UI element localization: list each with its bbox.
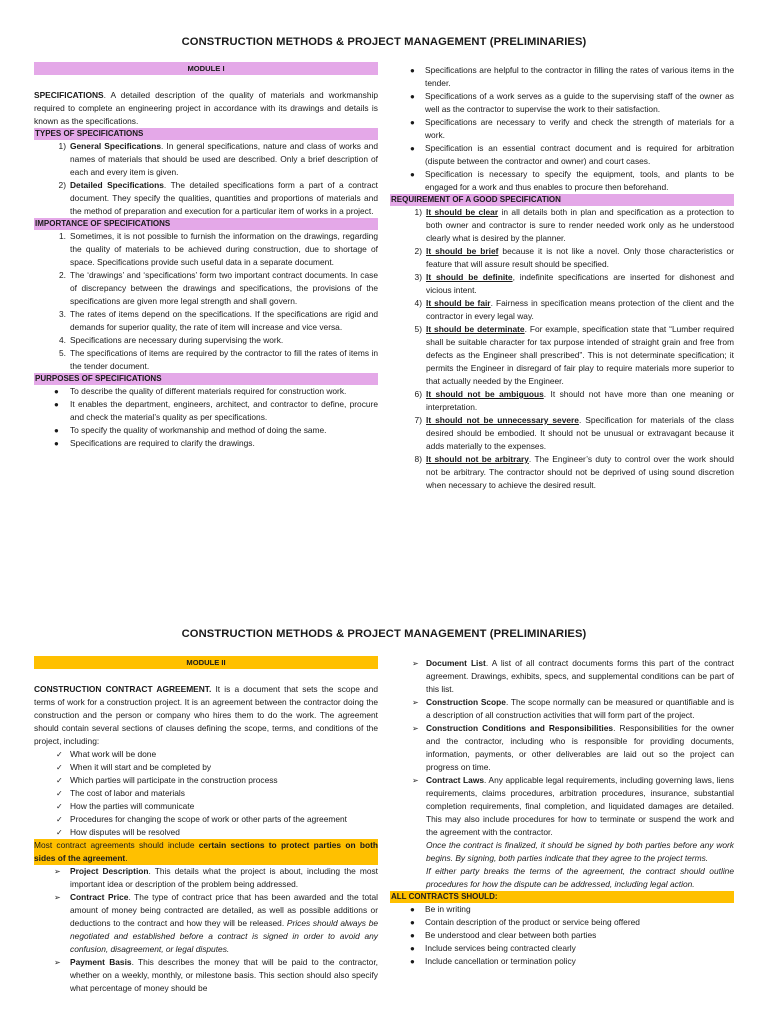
bullet-icon: ● <box>410 92 415 101</box>
right-column <box>390 657 734 968</box>
arrow-bullet-icon: ➢ <box>54 893 61 902</box>
bullet-icon: ● <box>54 426 59 435</box>
list-item: ✓ What work will be done <box>56 749 157 759</box>
bullet-icon: ● <box>410 918 415 927</box>
list-item: 8) It should not be arbitrary. The Engineer’s duty to control over the work should not be arbitrary. The contractor should not be deprived of using sound discretion when necessary to achieve the desired result. <box>414 454 734 490</box>
contract-agreement-definition: CONSTRUCTION CONTRACT AGREEMENT. It is a document that sets the scope and terms of work for a construction project. It is an agreement between the contractor doing the construction and the person or company who hires them to do the work. The agreement should contain several sections of clauses defining the scope, terms, and conditions of the project, including: <box>34 684 379 746</box>
page-title: CONSTRUCTION METHODS & PROJECT MANAGEMENT (PRELIMINARIES) <box>181 36 587 48</box>
list-item: 7) It should not be unnecessary severe. Specification for materials of the class desired should be embodied. It should not be unusual or extravagant because it adds materially to the expenses. <box>414 415 734 451</box>
list-item: ● Include cancellation or termination policy <box>410 956 576 966</box>
checkmark-icon: ✓ <box>56 828 63 837</box>
list-item: ● Specification is necessary to specify the equipment, tools, and plants to be engaged for a work and thus enables to procure then beforehand. <box>410 169 734 192</box>
list-item: 4. Specifications are necessary during supervising the work. <box>59 335 284 345</box>
list-item: ● Be understood and clear between both parties <box>410 930 597 940</box>
importance-heading: IMPORTANCE OF SPECIFICATIONS <box>34 218 378 230</box>
italic-note: Once the contract is finalized, it should be signed by both parties before any work begins. By signing, both parties indicate that they agree to the project terms. <box>426 840 734 863</box>
list-item: 6) It should not be ambiguous. It should not have more than one meaning or interpretation. <box>414 389 734 412</box>
bullet-icon: ● <box>410 144 415 153</box>
list-item: ● Specifications are required to clarify the drawings. <box>54 438 255 448</box>
list-item: ● Be in writing <box>410 904 471 914</box>
list-item: ➢ Document List. A list of all contract documents forms this part of the contract agreement. Drawings, exhibits, specs, and supplemental conditions can be part of this list. <box>412 658 734 694</box>
list-item: 3. The rates of items depend on the specifications. If the specifications are rigid and demands for superior quality, the rate of item will increase and vice versa. <box>59 309 378 332</box>
list-item: 1. Sometimes, it is not possible to furnish the information on the drawings, regarding the quality of materials to be achieved during construction, due to shortage of space. Specifications provide such useful data in a separate document. <box>59 231 378 267</box>
arrow-bullet-icon: ➢ <box>54 867 61 876</box>
list-item: ● To describe the quality of different materials required for construction work. <box>54 386 347 396</box>
list-item: ● Specifications of a work serves as a guide to the supervising staff of the owner as well as the contractor to supervise the work to their satisfaction. <box>410 91 734 114</box>
all-contracts-heading: ALL CONTRACTS SHOULD: <box>390 891 734 903</box>
requirement-heading: REQUIREMENT OF A GOOD SPECIFICATION <box>390 194 734 206</box>
list-item: ✓ Which parties will participate in the construction process <box>56 775 278 785</box>
list-item: 1) It should be clear in all details both in plan and specification as a protection to both owner and contractor is sure to render needed work only as he understood clearly what is desired by the planner. <box>414 207 734 243</box>
list-item: 5. The specifications of items are required by the contractor to fill the rates of items in the tender document. <box>59 348 378 371</box>
checkmark-icon: ✓ <box>56 789 63 798</box>
page-module-2 <box>0 590 768 1024</box>
arrow-bullet-icon: ➢ <box>412 659 419 668</box>
list-item: ➢ Contract Laws. Any applicable legal requirements, including governing laws, liens requirements, claims procedures, arbitration procedures, insurance, substantial completion requirements, final completion, and liquidated damages are detailed. This may also include procedures for how to terminate or suspend the work and the agreement with the contractor. <box>412 775 734 837</box>
list-item: 4) It should be fair. Fairness in specification means protection of the client and the contractor in every legal way. <box>414 298 734 321</box>
list-item: 3) It should be definite, indefinite specifications are inserted for dishonest and vicious intent. <box>414 272 734 295</box>
list-item: ● Specifications are necessary to verify and check the strength of materials for a work. <box>410 117 734 140</box>
purposes-heading: PURPOSES OF SPECIFICATIONS <box>34 373 378 385</box>
bullet-icon: ● <box>410 931 415 940</box>
bullet-icon: ● <box>410 170 415 179</box>
module-label: MODULE II <box>34 656 378 669</box>
list-item: ✓ The cost of labor and materials <box>56 788 185 798</box>
bullet-icon: ● <box>410 66 415 75</box>
list-item: 2) Detailed Specifications. The detailed specifications form a part of a contract document. They specify the qualities, quantities and proportions of materials and the method of preparation and execution for a particular item of works in a project. <box>58 180 378 216</box>
bullet-icon: ● <box>410 905 415 914</box>
list-item: ● Specifications are helpful to the contractor in filling the rates of various items in the tender. <box>410 65 734 88</box>
checkmark-icon: ✓ <box>56 763 63 772</box>
list-item: ✓ How the parties will communicate <box>56 801 195 811</box>
list-item: ● It enables the department, engineers, architect, and contractor to define, procure and check the material’s quality as per specifications. <box>54 399 378 422</box>
module-label: MODULE I <box>34 62 378 75</box>
arrow-bullet-icon: ➢ <box>412 776 419 785</box>
checkmark-icon: ✓ <box>56 750 63 759</box>
bullet-icon: ● <box>410 118 415 127</box>
list-item: ✓ When it will start and be completed by <box>56 762 212 772</box>
bullet-icon: ● <box>410 957 415 966</box>
left-column <box>34 656 378 995</box>
arrow-bullet-icon: ➢ <box>412 698 419 707</box>
list-item: ➢ Payment Basis. This describes the money that will be paid to the contractor, whether on a weekly, monthly, or milestone basis. This section should also specify what percentage of money should be <box>54 957 378 993</box>
list-item: 5) It should be determinate. For example, specification state that “Lumber required shall be suitable character for tax purpose intended of straight grain and free from defects as the Engineer shall prescribed”. This is not determinate specification; it permits the Engineer in disregard of fair play to require materials more superior to that actually needed by the Engineer. <box>414 324 734 386</box>
list-item: ✓ Procedures for changing the scope of work or other parts of the agreement <box>56 814 347 824</box>
list-item: ● Include services being contracted clearly <box>410 943 576 953</box>
checkmark-icon: ✓ <box>56 815 63 824</box>
list-item: ✓ How disputes will be resolved <box>56 827 180 837</box>
right-column <box>390 64 734 492</box>
list-item: ● Contain description of the product or service being offered <box>410 917 640 927</box>
list-item: ● Specification is an essential contract document and is required for arbitration (dispute between the contractor and owner) and court cases. <box>410 143 734 166</box>
list-item: ➢ Contract Price. The type of contract price that has been awarded and the total amount of money being contracted are detailed, as well as possible additions or deductions to the contract and how they will be released. Prices should always be negotiated and established before a contract is signed in order to avoid any confusion, disagreement, or legal disputes. <box>54 892 379 954</box>
arrow-bullet-icon: ➢ <box>412 724 419 733</box>
list-item: 1) General Specifications. In general specifications, nature and class of works and names of materials that should be used are described. Only a brief description of each and every item is given. <box>58 141 378 177</box>
specifications-definition: SPECIFICATIONS. A detailed description of the quality of materials and workmanship required to complete an engineering project in accordance with its drawings and details is known as the specifications. <box>34 90 378 126</box>
italic-note: If either party breaks the terms of the agreement, the contract should outline procedures for how the dispute can be addressed, including legal action. <box>426 866 734 889</box>
checkmark-icon: ✓ <box>56 776 63 785</box>
bullet-icon: ● <box>54 439 59 448</box>
list-item: 2. The ‘drawings’ and ‘specifications’ form two important contract documents. In case of discrepancy between the drawings and specifications, the provisions of the specifications are given more legal strength and shall govern. <box>59 270 378 306</box>
left-column <box>34 62 378 450</box>
checkmark-icon: ✓ <box>56 802 63 811</box>
bullet-icon: ● <box>54 400 59 409</box>
list-item: 2) It should be brief because it is not like a novel. Only those characteristics or feature that will assure result should be specified. <box>414 246 735 269</box>
highlight-note: Most contract agreements should include certain sections to protect parties on both sides of the agreement. <box>34 840 378 863</box>
bullet-icon: ● <box>410 944 415 953</box>
list-item: ➢ Construction Conditions and Responsibilities. Responsibilities for the owner and the contractor, including who is responsible for providing documents, information, payments, or other deliverables are laid out so the project can progress on time. <box>412 723 734 772</box>
page-title: CONSTRUCTION METHODS & PROJECT MANAGEMENT (PRELIMINARIES) <box>181 628 587 640</box>
list-item: ● To specify the quality of workmanship and method of doing the same. <box>54 425 327 435</box>
arrow-bullet-icon: ➢ <box>54 958 61 967</box>
types-heading: TYPES OF SPECIFICATIONS <box>34 128 378 140</box>
list-item: ➢ Construction Scope. The scope normally can be measured or quantifiable and is a description of all construction activities that will form part of the project. <box>412 697 734 720</box>
bullet-icon: ● <box>54 387 59 396</box>
list-item: ➢ Project Description. This details what the project is about, including the most important idea or description of the problem being addressed. <box>54 866 378 889</box>
